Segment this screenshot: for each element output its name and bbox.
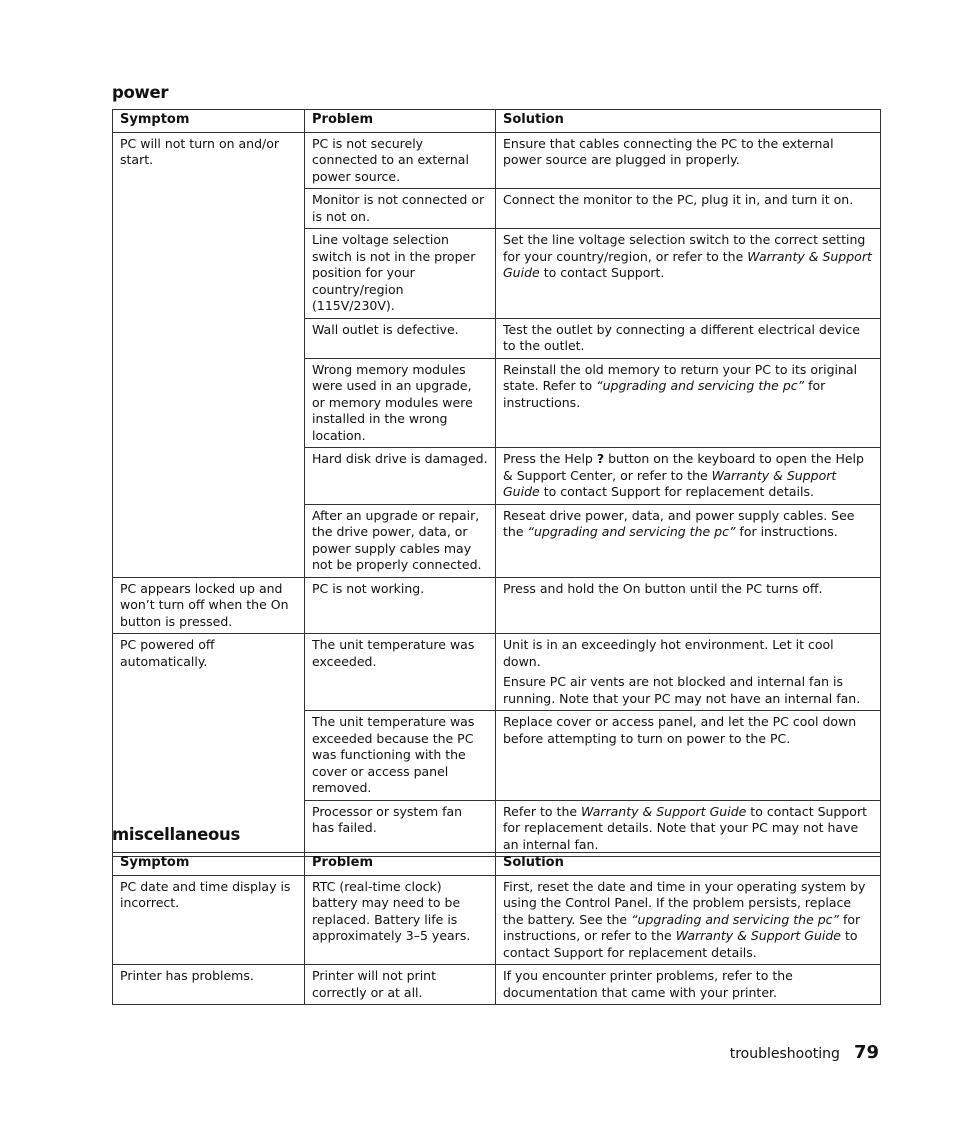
help-key-glyph: ? (596, 451, 605, 466)
solution-paragraph (503, 508, 873, 541)
solution-header: Solution (496, 853, 881, 876)
solution-paragraph (503, 136, 873, 169)
solution-cell (496, 189, 881, 229)
solution-text: Set the line voltage selection switch to the correct setting for your country/region, or refer to the (503, 232, 866, 264)
solution-cell (496, 634, 881, 711)
reference-title: “upgrading and servicing the pc” (631, 911, 840, 927)
problem-cell: Line voltage selection switch is not in the proper position for your country/region (115V/230V). (305, 229, 496, 319)
symptom-cell: PC date and time display is incorrect. (113, 875, 305, 965)
solution-cell (496, 448, 881, 505)
solution-cell (496, 358, 881, 448)
solution-paragraph (503, 879, 873, 962)
problem-header: Problem (305, 853, 496, 876)
problem-cell: Wall outlet is defective. (305, 318, 496, 358)
table-row (113, 965, 881, 1005)
solution-text: Unit is in an exceedingly hot environment. Let it cool down. (503, 637, 834, 669)
solution-paragraph (503, 362, 873, 412)
solution-text: If you encounter printer problems, refer to the documentation that came with your printer. (503, 968, 793, 1000)
problem-header: Problem (305, 110, 496, 133)
problem-cell: PC is not securely connected to an external power source. (305, 132, 496, 189)
solution-cell (496, 229, 881, 319)
solution-paragraph (503, 581, 873, 598)
reference-title: Warranty & Support Guide (581, 803, 747, 819)
solution-cell (496, 132, 881, 189)
solution-text: Press the Help (503, 451, 597, 466)
solution-cell (496, 504, 881, 577)
power-section (112, 83, 880, 857)
problem-cell: Hard disk drive is damaged. (305, 448, 496, 505)
page-footer (730, 1042, 879, 1063)
solution-text: Ensure PC air vents are not blocked and internal fan is running. Note that your PC may not have an internal fan. (503, 674, 861, 706)
solution-header: Solution (496, 110, 881, 133)
solution-text: Press and hold the On button until the PC turns off. (503, 580, 823, 596)
solution-text: Reinstall the old memory to return your PC to its original state. Refer to (503, 361, 858, 393)
problem-cell: The unit temperature was exceeded. (305, 634, 496, 711)
table-row (113, 132, 881, 189)
solution-cell (496, 577, 881, 634)
problem-cell: Processor or system fan has failed. (305, 800, 496, 857)
solution-cell (496, 318, 881, 358)
reference-title: “upgrading and servicing the pc” (527, 524, 736, 539)
table-header-row (113, 853, 881, 876)
table-row (113, 875, 881, 965)
table-body (113, 875, 881, 1005)
page-number: 79 (853, 1042, 879, 1063)
miscellaneous-table (112, 852, 881, 1005)
solution-text: Replace cover or access panel, and let the PC cool down before attempting to turn on power to the PC. (503, 714, 857, 746)
solution-cell (496, 965, 881, 1005)
problem-cell: The unit temperature was exceeded because the PC was functioning with the cover or access panel removed. (305, 711, 496, 801)
problem-cell: PC is not working. (305, 577, 496, 634)
section-heading: power (112, 83, 169, 102)
solution-text: to contact Support for replacement details. (503, 928, 858, 960)
reference-title: “upgrading and servicing the pc” (596, 378, 805, 393)
solution-text: Ensure that cables connecting the PC to the external power source are plugged in properly. (503, 135, 834, 167)
solution-cell (496, 711, 881, 801)
solution-paragraph (503, 674, 873, 707)
solution-paragraph (503, 322, 873, 355)
solution-paragraph (503, 637, 873, 670)
symptom-cell: PC appears locked up and won’t turn off when the On button is pressed. (113, 577, 305, 634)
symptom-cell: Printer has problems. (113, 965, 305, 1005)
solution-text: to contact Support for replacement details. (539, 484, 814, 499)
problem-cell: Wrong memory modules were used in an upgrade, or memory modules were installed in the wrong location. (305, 358, 496, 448)
solution-text: to contact Support for replacement details. Note that your PC may not have an internal fan. (503, 803, 867, 852)
reference-title: Warranty & Support Guide (675, 928, 841, 943)
reference-title: Warranty & Support Guide (503, 467, 837, 499)
miscellaneous-section (112, 825, 880, 1005)
solution-text: Reseat drive power, data, and power supply cables. See the (503, 507, 855, 539)
solution-text: Test the outlet by connecting a different electrical device to the outlet. (503, 321, 860, 353)
reference-title: Warranty & Support Guide (503, 248, 872, 280)
symptom-cell: PC will not turn on and/or start. (113, 132, 305, 577)
symptom-header: Symptom (113, 853, 305, 876)
solution-paragraph (503, 451, 873, 501)
solution-paragraph (503, 232, 873, 282)
table-body (113, 132, 881, 857)
table-header-row (113, 110, 881, 133)
solution-paragraph (503, 714, 873, 747)
solution-cell (496, 875, 881, 965)
solution-text: to contact Support. (539, 265, 665, 280)
section-heading: miscellaneous (112, 825, 241, 844)
power-table (112, 109, 881, 857)
symptom-cell: PC powered off automatically. (113, 634, 305, 857)
symptom-header: Symptom (113, 110, 305, 133)
problem-cell: After an upgrade or repair, the drive power, data, or power supply cables may not be properly connected. (305, 504, 496, 577)
solution-text: for instructions. (735, 524, 838, 539)
solution-text: button on the keyboard to open the Help & Support Center, or refer to the (503, 451, 864, 483)
solution-paragraph (503, 968, 873, 1001)
solution-text: for instructions. (503, 378, 826, 410)
solution-paragraph (503, 192, 873, 209)
solution-text: Connect the monitor to the PC, plug it in, and turn it on. (503, 192, 854, 207)
solution-text: First, reset the date and time in your operating system by using the Control Panel. If the problem persists, replace the battery. See the (503, 878, 866, 927)
problem-cell: Printer will not print correctly or at all. (305, 965, 496, 1005)
solution-text: Refer to the (503, 803, 582, 819)
table-row (113, 634, 881, 711)
problem-cell: RTC (real-time clock) battery may need to be replaced. Battery life is approximately 3–5 years. (305, 875, 496, 965)
table-row (113, 577, 881, 634)
solution-text: for instructions, or refer to the (503, 911, 861, 943)
footer-section-label: troubleshooting (729, 1046, 840, 1062)
problem-cell: Monitor is not connected or is not on. (305, 189, 496, 229)
